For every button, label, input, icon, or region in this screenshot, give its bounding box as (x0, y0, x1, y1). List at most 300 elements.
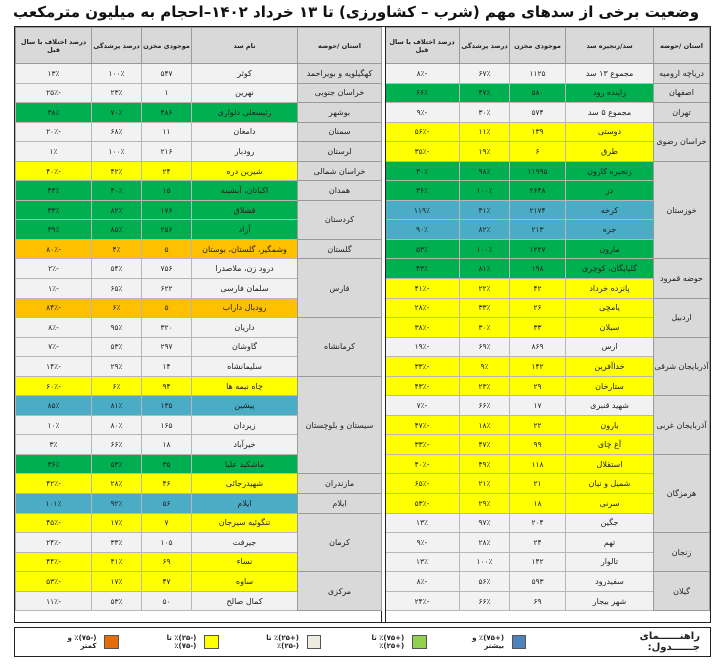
dam-name-cell: سرنی (566, 494, 654, 514)
table-row (16, 474, 382, 494)
table-header-row (16, 28, 382, 64)
volume-cell: ۱۵ (142, 181, 192, 201)
fill-percent-cell: ۲۱٪ (460, 474, 510, 494)
province-cell: خراسان رضوی (654, 122, 710, 161)
diff-percent-cell: -۳۳٪ (385, 435, 460, 455)
diff-percent-cell: -۱٪ (16, 279, 92, 299)
diff-percent-cell: ۳۰٪ (385, 161, 460, 181)
volume-cell: ۳۵ (142, 454, 192, 474)
legend-item-minus25-to-25 (249, 634, 322, 650)
province-cell: اصفهان (654, 83, 710, 103)
dam-name-cell: شهر بیجار (566, 591, 654, 611)
diff-percent-cell: -۹٪ (385, 533, 460, 553)
fill-percent-cell: ۸۵٪ (92, 220, 142, 240)
fill-percent-cell: ۹۲٪ (92, 494, 142, 514)
dam-name-cell: رئیسعلی دلواری (192, 103, 298, 123)
fill-percent-cell: ۵۴٪ (92, 259, 142, 279)
dam-name-cell: سفیدرود (566, 572, 654, 592)
diff-percent-cell: -۴۰٪ (16, 161, 92, 181)
diff-percent-cell: -۴۷٪ (385, 415, 460, 435)
dam-name-cell: آغ چای (566, 435, 654, 455)
diff-percent-cell: ۱۳٪ (16, 64, 92, 84)
province-cell: گیلان (654, 572, 710, 611)
volume-cell: ۱۴۲ (510, 552, 566, 572)
fill-percent-cell: ۴٪ (92, 239, 142, 259)
volume-cell: ۱۴۲ (510, 357, 566, 377)
diff-percent-cell: -۸٪ (16, 318, 92, 338)
volume-cell: ۵۶ (142, 494, 192, 514)
right-dam-table (384, 27, 710, 611)
dam-name-cell: شیرین دره (192, 161, 298, 181)
legend-item-25-to-75 (351, 634, 426, 650)
fill-percent-cell: ۲۸٪ (460, 533, 510, 553)
diff-percent-cell: -۲۸٪ (385, 298, 460, 318)
legend-label: (+۷۵)٪ و بیشتر (472, 634, 505, 650)
diff-percent-cell: -۴۳٪ (385, 376, 460, 396)
fill-percent-cell: ۱۱٪ (460, 122, 510, 142)
volume-cell: ۵۸۰ (510, 83, 566, 103)
dam-name-cell: رودبال داراب (192, 298, 298, 318)
province-cell: کرمانشاه (298, 318, 382, 377)
header-diff: درصد اختلاف با سال قبل (385, 28, 460, 64)
volume-cell: ۲۱۳ (510, 220, 566, 240)
dam-name-cell: سلیمانشاه (192, 357, 298, 377)
legend-swatch-green (412, 635, 426, 649)
diff-percent-cell: -۱۹٪ (385, 337, 460, 357)
volume-cell: ۱ (142, 83, 192, 103)
fill-percent-cell: ۱۰۰٪ (460, 552, 510, 572)
volume-cell: ۱۶۵ (142, 415, 192, 435)
diff-percent-cell: ۳۹٪ (16, 220, 92, 240)
fill-percent-cell: ۱۰۰٪ (460, 239, 510, 259)
volume-cell: ۶ (510, 142, 566, 162)
fill-percent-cell: ۲۸٪ (92, 474, 142, 494)
diff-percent-cell: -۸٪ (385, 64, 460, 84)
fill-percent-cell: ۳۳٪ (92, 533, 142, 553)
legend-item-below-minus75 (55, 634, 119, 650)
diff-percent-cell: -۸۰٪ (16, 239, 92, 259)
dam-name-cell: تالوار (566, 552, 654, 572)
fill-percent-cell: ۲۳٪ (460, 376, 510, 396)
province-cell: حوضه قمرود (654, 259, 710, 298)
fill-percent-cell: ۲۹٪ (460, 494, 510, 514)
legend-swatch-gray (307, 635, 321, 649)
table-row (16, 494, 382, 514)
table-row (385, 103, 710, 123)
diff-percent-cell: -۳۸٪ (385, 318, 460, 338)
diff-percent-cell: -۱۱٪ (16, 591, 92, 611)
diff-percent-cell: -۸٪ (385, 572, 460, 592)
volume-cell: ۲۶۴۸ (510, 181, 566, 201)
header-volume: موجودی مخزن (142, 28, 192, 64)
province-cell: همدان (298, 181, 382, 201)
dam-name-cell: تهم (566, 533, 654, 553)
volume-cell: ۳۲۰ (142, 318, 192, 338)
fill-percent-cell: ۴۱٪ (460, 200, 510, 220)
fill-percent-cell: ۲۳٪ (92, 83, 142, 103)
fill-percent-cell: ۶۹٪ (460, 337, 510, 357)
volume-cell: ۱۷ (510, 396, 566, 416)
fill-percent-cell: ۹٪ (460, 357, 510, 377)
legend-item-minus75-to-minus25 (149, 634, 219, 650)
fill-percent-cell: ۵۳٪ (92, 454, 142, 474)
volume-cell: ۱۹۸ (510, 259, 566, 279)
province-cell: هرمزگان (654, 454, 710, 532)
legend-label: (-۷۵)٪ و کمتر (67, 634, 97, 650)
table-row (385, 122, 710, 142)
volume-cell: ۲۱۶ (142, 142, 192, 162)
volume-cell: ۱۱۲۵ (510, 64, 566, 84)
fill-percent-cell: ۴۲٪ (92, 161, 142, 181)
dam-name-cell: جره (566, 220, 654, 240)
diff-percent-cell: -۴۱٪ (385, 279, 460, 299)
province-cell: ایلام (298, 494, 382, 514)
volume-cell: ۲۲ (510, 415, 566, 435)
table-row (16, 239, 382, 259)
diff-percent-cell: ۸۵٪ (16, 396, 92, 416)
table-row (16, 142, 382, 162)
province-cell: فارس (298, 259, 382, 318)
fill-percent-cell: ۳۰٪ (460, 103, 510, 123)
table-row (385, 572, 710, 592)
dam-name-cell: جگین (566, 513, 654, 533)
fill-percent-cell: ۸۱٪ (92, 396, 142, 416)
dam-name-cell: جیرفت (192, 533, 298, 553)
diff-percent-cell: ۳۶٪ (385, 181, 460, 201)
diff-percent-cell: ۱۰۱٪ (16, 494, 92, 514)
dam-name-cell: خداآفرین (566, 357, 654, 377)
header-diff: درصد اختلاف با سال قبل (16, 28, 92, 64)
dam-name-cell: مجموع ۱۳ سد (566, 64, 654, 84)
dam-name-cell: خیرآباد (192, 435, 298, 455)
fill-percent-cell: ۱۰۰٪ (92, 142, 142, 162)
dam-name-cell: قشلاق (192, 200, 298, 220)
province-cell: مرکزی (298, 572, 382, 611)
diff-percent-cell: -۷٪ (16, 337, 92, 357)
table-row (385, 396, 710, 416)
fill-percent-cell: ۴۷٪ (460, 83, 510, 103)
table-row (16, 200, 382, 220)
province-cell: کهگیلویه و بویراحمد (298, 64, 382, 84)
province-cell: گلستان (298, 239, 382, 259)
dam-name-cell: بارون (566, 415, 654, 435)
volume-cell: ۵۷۴ (510, 103, 566, 123)
dam-name-cell: اکباتان، آبشینه (192, 181, 298, 201)
fill-percent-cell: ۶۷٪ (460, 64, 510, 84)
dam-name-cell: ماشکید علیا (192, 454, 298, 474)
diff-percent-cell: ۳۶٪ (16, 454, 92, 474)
fill-percent-cell: ۹۵٪ (92, 318, 142, 338)
diff-percent-cell: ۱۳٪ (385, 552, 460, 572)
dam-name-cell: طرق (566, 142, 654, 162)
diff-percent-cell: -۵۶٪ (385, 122, 460, 142)
table-row (16, 376, 382, 396)
legend-label: (+۷۵)٪ تا (+۲۵)٪ (371, 634, 405, 650)
volume-cell: ۱۰۵ (142, 533, 192, 553)
dam-name-cell: مارون (566, 239, 654, 259)
fill-percent-cell: ۶۵٪ (92, 279, 142, 299)
table-row (16, 64, 382, 84)
table-row (385, 337, 710, 357)
fill-percent-cell: ۱۷٪ (92, 513, 142, 533)
diff-percent-cell: ۵۳٪ (385, 239, 460, 259)
table-row (16, 161, 382, 181)
dam-name-cell: زیردان (192, 415, 298, 435)
table-row (16, 83, 382, 103)
province-cell: خراسان شمالی (298, 161, 382, 181)
diff-percent-cell: -۴۵٪ (16, 513, 92, 533)
table-row (385, 298, 710, 318)
diff-percent-cell: -۳۵٪ (385, 142, 460, 162)
diff-percent-cell: -۶۵٪ (385, 474, 460, 494)
diff-percent-cell: -۲٪ (16, 259, 92, 279)
dam-name-cell: کمال صالح (192, 591, 298, 611)
diff-percent-cell: -۴۰٪ (385, 454, 460, 474)
volume-cell: ۴۷ (142, 572, 192, 592)
volume-cell: ۱۱ (142, 122, 192, 142)
dam-name-cell: پانزده خرداد (566, 279, 654, 299)
province-cell: کردستان (298, 200, 382, 239)
volume-cell: ۱۲۲۷ (510, 239, 566, 259)
diff-percent-cell: ۱۰٪ (16, 415, 92, 435)
table-legend (14, 627, 711, 657)
fill-percent-cell: ۴۱٪ (92, 552, 142, 572)
legend-title: راهنــــــمای جــــــدول: (639, 631, 700, 653)
dam-name-cell: ارس (566, 337, 654, 357)
legend-label: (-۲۵)٪ تا (-۷۵)٪ (166, 634, 197, 650)
volume-cell: ۷ (142, 513, 192, 533)
table-row (16, 122, 382, 142)
table-row (16, 103, 382, 123)
province-cell: مازندران (298, 474, 382, 494)
fill-percent-cell: ۱۹٪ (460, 142, 510, 162)
fill-percent-cell: ۱۰۰٪ (92, 64, 142, 84)
fill-percent-cell: ۸۱٪ (460, 259, 510, 279)
diff-percent-cell: -۲۴٪ (16, 533, 92, 553)
fill-percent-cell: ۱۷٪ (92, 572, 142, 592)
province-cell: زنجان (654, 533, 710, 572)
dam-name-cell: استقلال (566, 454, 654, 474)
dam-name-cell: دامغان (192, 122, 298, 142)
diff-percent-cell: ۶۶٪ (385, 83, 460, 103)
fill-percent-cell: ۲۲٪ (460, 279, 510, 299)
dam-name-cell: آزاد (192, 220, 298, 240)
diff-percent-cell: -۴۲٪ (16, 474, 92, 494)
diff-percent-cell: -۵۳٪ (16, 572, 92, 592)
province-cell: لرستان (298, 142, 382, 162)
fill-percent-cell: ۳۰٪ (460, 318, 510, 338)
diff-percent-cell: ۹۰٪ (385, 220, 460, 240)
volume-cell: ۸۶۹ (510, 337, 566, 357)
volume-cell: ۹۴ (142, 376, 192, 396)
table-row (385, 64, 710, 84)
volume-cell: ۲۱ (510, 474, 566, 494)
dam-status-tables (14, 26, 711, 623)
diff-percent-cell: -۹٪ (385, 103, 460, 123)
diff-percent-cell: ۱٪ (16, 142, 92, 162)
dam-name-cell: تنگوئیه سیرجان (192, 513, 298, 533)
province-cell: دریاچه ارومیه (654, 64, 710, 84)
province-cell: سیستان و بلوچستان (298, 376, 382, 474)
table-row (385, 161, 710, 181)
dam-name-cell: سبلان (566, 318, 654, 338)
volume-cell: ۶۹ (142, 552, 192, 572)
diff-percent-cell: -۷٪ (385, 396, 460, 416)
diff-percent-cell: -۳۳٪ (385, 357, 460, 377)
table-row (16, 572, 382, 592)
legend-swatch-yellow (204, 635, 218, 649)
diff-percent-cell: ۳٪ (16, 435, 92, 455)
province-cell: بوشهر (298, 103, 382, 123)
header-fill: درصد پرشدگی (92, 28, 142, 64)
dam-name-cell: گاوشان (192, 337, 298, 357)
table-row (16, 181, 382, 201)
table-row (16, 318, 382, 338)
volume-cell: ۲۹ (510, 376, 566, 396)
dam-name-cell: دز (566, 181, 654, 201)
diff-percent-cell: -۸۴٪ (16, 298, 92, 318)
diff-percent-cell: ۱۱۹٪ (385, 200, 460, 220)
table-row (385, 259, 710, 279)
fill-percent-cell: ۱۸٪ (460, 415, 510, 435)
volume-cell: ۴۸۶ (142, 103, 192, 123)
province-cell: کرمان (298, 513, 382, 572)
table-row (385, 454, 710, 474)
fill-percent-cell: ۶۶٪ (460, 396, 510, 416)
province-cell: آذربایجان شرقی (654, 337, 710, 396)
diff-percent-cell: -۵۳٪ (385, 494, 460, 514)
fill-percent-cell: ۴۷٪ (460, 435, 510, 455)
fill-percent-cell: ۶٪ (92, 376, 142, 396)
fill-percent-cell: ۶۶٪ (460, 591, 510, 611)
fill-percent-cell: ۸۲٪ (92, 200, 142, 220)
fill-percent-cell: ۶۶٪ (92, 435, 142, 455)
province-cell: خوزستان (654, 161, 710, 259)
fill-percent-cell: ۳۳٪ (460, 298, 510, 318)
volume-cell: ۱۷۶ (142, 200, 192, 220)
dam-name-cell: کوثر (192, 64, 298, 84)
volume-cell: ۴۲ (510, 279, 566, 299)
volume-cell: ۱۱۹۹۵ (510, 161, 566, 181)
dam-name-cell: گلپایگان، کوچری (566, 259, 654, 279)
volume-cell: ۵ (142, 298, 192, 318)
dam-name-cell: داریان (192, 318, 298, 338)
fill-percent-cell: ۵۳٪ (92, 591, 142, 611)
volume-cell: ۱۱۸ (510, 454, 566, 474)
volume-cell: ۶۲۲ (142, 279, 192, 299)
fill-percent-cell: ۴۹٪ (460, 454, 510, 474)
diff-percent-cell: ۴۳٪ (385, 259, 460, 279)
table-row (385, 83, 710, 103)
volume-cell: ۱۳۵ (142, 396, 192, 416)
fill-percent-cell: ۵۶٪ (460, 572, 510, 592)
dam-name-cell: نهرین (192, 83, 298, 103)
fill-percent-cell: ۹۸٪ (460, 161, 510, 181)
dam-name-cell: یامچی (566, 298, 654, 318)
left-dam-table (15, 27, 382, 611)
diff-percent-cell: ۴۳٪ (16, 181, 92, 201)
fill-percent-cell: ۷۰٪ (92, 103, 142, 123)
dam-name-cell: کرخه (566, 200, 654, 220)
volume-cell: ۱۸ (142, 435, 192, 455)
table-row (16, 513, 382, 533)
fill-percent-cell: ۸۲٪ (460, 220, 510, 240)
dam-name-cell: وشمگیر، گلستان، بوستان (192, 239, 298, 259)
diff-percent-cell: -۱۴٪ (16, 357, 92, 377)
diff-percent-cell: -۲۵٪ (16, 83, 92, 103)
header-volume: موجودی مخزن (510, 28, 566, 64)
diff-percent-cell: ۱۳٪ (385, 513, 460, 533)
province-cell: آذربایجان غربی (654, 396, 710, 455)
diff-percent-cell: -۶۰٪ (16, 376, 92, 396)
diff-percent-cell: -۲۰٪ (16, 122, 92, 142)
dam-name-cell: ایلام (192, 494, 298, 514)
volume-cell: ۳۳ (510, 318, 566, 338)
diff-percent-cell: ۳۸٪ (16, 103, 92, 123)
volume-cell: ۱۳۹ (510, 122, 566, 142)
volume-cell: ۲۰۴ (510, 513, 566, 533)
dam-name-cell: مجموع ۵ سد (566, 103, 654, 123)
fill-percent-cell: ۲۹٪ (92, 357, 142, 377)
diff-percent-cell: -۴۴٪ (16, 552, 92, 572)
dam-name-cell: نساء (192, 552, 298, 572)
dam-name-cell: زنجیره کارون (566, 161, 654, 181)
dam-name-cell: زاینده رود (566, 83, 654, 103)
volume-cell: ۱۴ (142, 357, 192, 377)
volume-cell: ۶۹ (510, 591, 566, 611)
dam-name-cell: ساوه (192, 572, 298, 592)
dam-name-cell: درود زن، ملاصدرا (192, 259, 298, 279)
volume-cell: ۵۹۳ (510, 572, 566, 592)
legend-swatch-orange (104, 635, 118, 649)
dam-name-cell: شمیل و نیان (566, 474, 654, 494)
diff-percent-cell: ۳۳٪ (16, 200, 92, 220)
fill-percent-cell: ۵۳٪ (92, 337, 142, 357)
volume-cell: ۷۵۶ (142, 259, 192, 279)
volume-cell: ۲۹۷ (142, 337, 192, 357)
table-header-row (385, 28, 710, 64)
volume-cell: ۵ (142, 239, 192, 259)
legend-swatch-blue (512, 635, 526, 649)
page-title: وضعیت برخی از سدهای مهم (شرب – کشاورزی) تا ۱۳ خرداد ۱۴۰۲–احجام به میلیون مترمکعب (12, 3, 700, 21)
legend-item-above-75 (457, 634, 527, 650)
volume-cell: ۲۱۷۴ (510, 200, 566, 220)
fill-percent-cell: ۶٪ (92, 298, 142, 318)
legend-label: (+۲۵)٪ تا (-۲۵)٪ (266, 634, 299, 650)
province-cell: تهران (654, 103, 710, 123)
volume-cell: ۲۵۶ (142, 220, 192, 240)
province-cell: خراسان جنوبی (298, 83, 382, 103)
table-row (16, 259, 382, 279)
volume-cell: ۴۶ (142, 474, 192, 494)
volume-cell: ۵۰ (142, 591, 192, 611)
volume-cell: ۲۶ (510, 298, 566, 318)
header-dam: سد/زنجیره سد (566, 28, 654, 64)
volume-cell: ۹۹ (510, 435, 566, 455)
volume-cell: ۵۴۷ (142, 64, 192, 84)
header-province: استان /حوضه (654, 28, 710, 64)
dam-name-cell: شهید قنبری (566, 396, 654, 416)
fill-percent-cell: ۸۰٪ (92, 415, 142, 435)
dam-name-cell: ستارخان (566, 376, 654, 396)
province-cell: اردبیل (654, 298, 710, 337)
diff-percent-cell: -۲۴٪ (385, 591, 460, 611)
fill-percent-cell: ۴۰٪ (92, 181, 142, 201)
header-province: استان /حوضه (298, 28, 382, 64)
province-cell: سمنان (298, 122, 382, 142)
dam-name-cell: پیشین (192, 396, 298, 416)
volume-cell: ۲۴ (510, 533, 566, 553)
